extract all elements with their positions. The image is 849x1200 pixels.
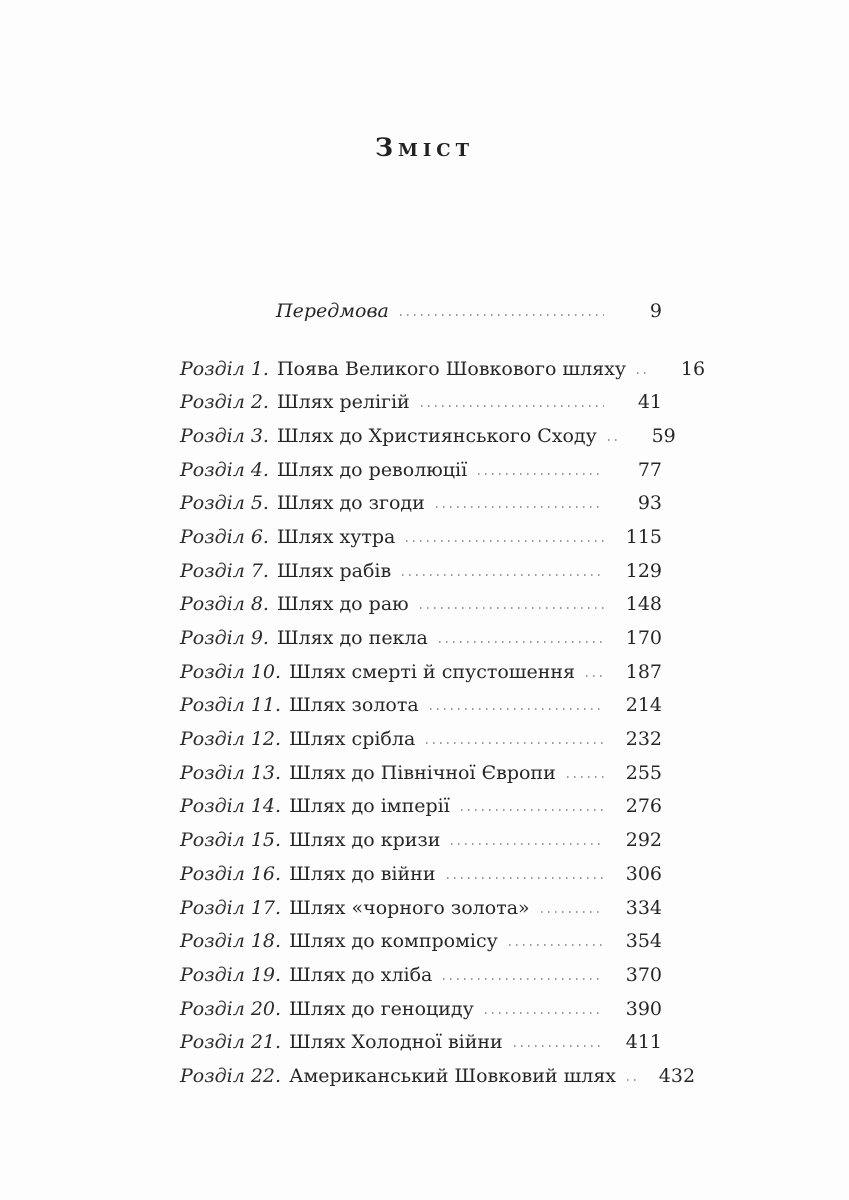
toc-entry <box>180 385 662 419</box>
dot-leader <box>451 843 604 845</box>
toc-entry <box>180 655 662 689</box>
dot-leader <box>443 978 604 980</box>
chapter-label: Розділ 21. <box>180 1031 282 1054</box>
chapter-label: Розділ 4. <box>180 458 269 481</box>
dot-leader <box>439 641 604 643</box>
chapter-label: Розділ 8. <box>180 593 269 616</box>
dot-leader <box>509 944 604 946</box>
toc-entry <box>180 1059 696 1093</box>
page-number: 370 <box>625 963 662 986</box>
dot-leader <box>406 540 604 542</box>
chapter-title: Поява Великого Шовкового шляху <box>276 357 627 380</box>
chapter-label: Розділ 14. <box>180 795 282 818</box>
chapter-label: Розділ 18. <box>180 930 282 953</box>
dot-leader <box>637 372 647 374</box>
page-number: 390 <box>625 997 662 1020</box>
page-number: 41 <box>637 391 662 414</box>
chapter-label: Розділ 15. <box>180 829 282 852</box>
toc-entry <box>180 756 662 790</box>
dot-leader <box>586 675 604 677</box>
dot-leader <box>478 473 604 475</box>
toc-entry <box>180 419 676 453</box>
dot-leader <box>436 506 604 508</box>
chapter-label: Розділ 16. <box>180 862 282 885</box>
dot-leader <box>485 1012 604 1014</box>
toc-entry <box>180 554 662 588</box>
chapter-title: Шлях до згоди <box>276 492 425 515</box>
toc-entry <box>180 722 662 756</box>
page-number: 276 <box>625 795 662 818</box>
chapter-title: Шлях рабів <box>276 559 392 582</box>
dot-leader <box>514 1045 604 1047</box>
chapter-title: Шлях до кризи <box>289 829 441 852</box>
chapter-label: Розділ 1. <box>180 357 269 380</box>
page-number: 354 <box>625 930 662 953</box>
chapter-title: Шлях релігій <box>276 391 410 414</box>
chapter-label: Розділ 13. <box>180 761 282 784</box>
dot-leader <box>420 607 604 609</box>
chapter-title: Шлях до геноциду <box>289 997 474 1020</box>
dot-leader <box>567 776 604 778</box>
page-title: Зміст <box>374 133 475 162</box>
dot-leader <box>402 574 604 576</box>
toc-entry <box>180 790 662 824</box>
dot-leader <box>421 405 604 407</box>
toc-entry <box>180 1025 662 1059</box>
preface-title: Передмова <box>276 299 389 322</box>
page-number: 16 <box>680 357 706 380</box>
toc-entry <box>180 689 662 723</box>
page-number: 411 <box>625 1031 662 1054</box>
toc-entry <box>180 924 662 958</box>
dot-leader <box>461 809 604 811</box>
page-number: 93 <box>637 492 662 515</box>
page-number: 9 <box>649 299 662 322</box>
chapter-title: Шлях до пекла <box>276 627 428 650</box>
toc-entry <box>180 621 662 655</box>
chapter-label: Розділ 7. <box>180 559 269 582</box>
toc-entry <box>180 588 662 622</box>
dot-leader <box>541 911 604 913</box>
toc-entry <box>180 486 662 520</box>
page-number: 292 <box>625 829 662 852</box>
page-number: 255 <box>625 761 662 784</box>
dot-leader <box>447 877 605 879</box>
dot-leader <box>608 439 618 441</box>
chapter-label: Розділ 17. <box>180 896 282 919</box>
toc-entry <box>180 958 662 992</box>
chapter-label: Розділ 3. <box>180 424 269 447</box>
page-number: 77 <box>637 458 662 481</box>
dot-leader <box>400 314 604 316</box>
page-number: 170 <box>625 627 662 650</box>
page-number: 129 <box>625 559 662 582</box>
chapter-title: Шлях срібла <box>289 728 416 751</box>
page-number: 232 <box>625 728 662 751</box>
page-number: 148 <box>625 593 662 616</box>
page-number: 334 <box>625 896 662 919</box>
chapter-title: Шлях до Християнського Сходу <box>276 424 597 447</box>
chapter-title: Шлях до раю <box>276 593 409 616</box>
page-number: 432 <box>658 1064 696 1087</box>
chapter-title: Шлях до Північної Європи <box>289 761 556 784</box>
page-number: 59 <box>651 424 676 447</box>
toc-entry-preface <box>180 294 662 328</box>
chapter-title: Шлях золота <box>289 694 419 717</box>
chapter-label: Розділ 2. <box>180 391 269 414</box>
chapter-label: Розділ 6. <box>180 525 269 548</box>
toc-entry <box>180 352 706 386</box>
chapter-title: Шлях до війни <box>289 862 436 885</box>
dot-leader <box>426 742 604 744</box>
page-number: 214 <box>625 694 662 717</box>
chapter-title: Шлях смерті й спустошення <box>289 660 576 683</box>
chapter-title: Шлях «чорного золота» <box>289 896 530 919</box>
chapter-label: Розділ 20. <box>180 997 282 1020</box>
chapter-label: Розділ 9. <box>180 627 269 650</box>
page-number: 115 <box>625 525 662 548</box>
chapter-label: Розділ 19. <box>180 963 282 986</box>
chapter-title: Американський Шовковий шлях <box>289 1064 617 1087</box>
dot-leader <box>627 1079 637 1081</box>
dot-leader <box>430 708 604 710</box>
chapter-label: Розділ 22. <box>180 1064 282 1087</box>
toc-entry <box>180 823 662 857</box>
table-of-contents <box>180 294 706 1093</box>
toc-entries <box>180 352 706 1093</box>
chapter-label: Розділ 5. <box>180 492 269 515</box>
toc-entry <box>180 520 662 554</box>
toc-entry <box>180 992 662 1026</box>
page-number: 187 <box>625 660 662 683</box>
chapter-title: Шлях до імперії <box>289 795 450 818</box>
chapter-title: Шлях хутра <box>276 525 396 548</box>
chapter-title: Шлях до компромісу <box>289 930 498 953</box>
chapter-title: Шлях Холодної війни <box>289 1031 503 1054</box>
chapter-label: Розділ 12. <box>180 728 282 751</box>
toc-entry <box>180 857 662 891</box>
chapter-title: Шлях до хліба <box>289 963 433 986</box>
chapter-title: Шлях до революції <box>276 458 468 481</box>
toc-entry <box>180 891 662 925</box>
chapter-label: Розділ 11. <box>180 694 282 717</box>
toc-entry <box>180 453 662 487</box>
chapter-label: Розділ 10. <box>180 660 282 683</box>
page-number: 306 <box>625 862 662 885</box>
